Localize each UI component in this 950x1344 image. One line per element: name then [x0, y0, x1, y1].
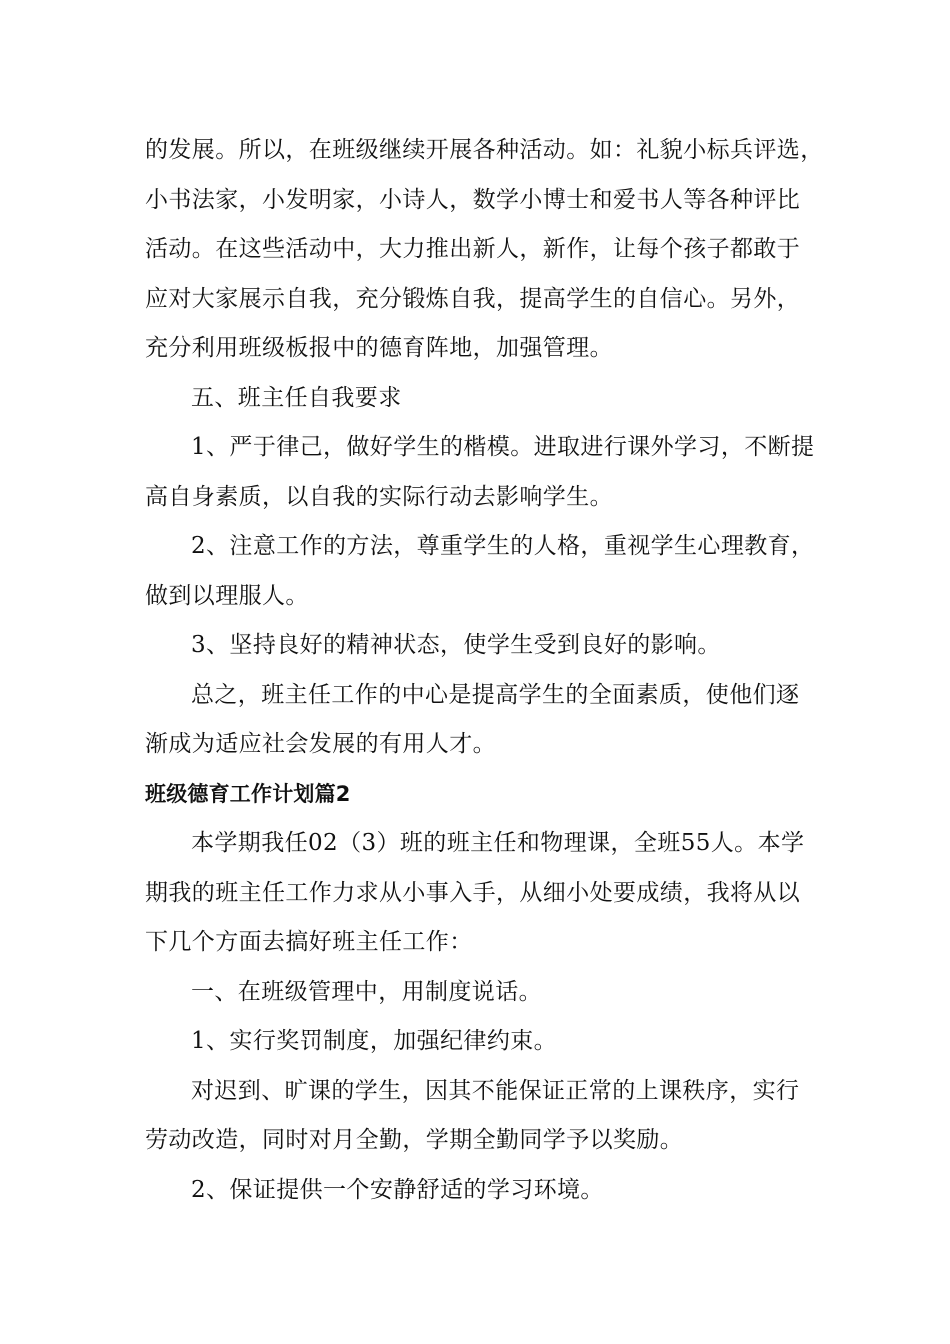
- paragraph-line: 3、坚持良好的精神状态，使学生受到良好的影响。: [191, 632, 721, 658]
- paragraph-line: 对迟到、旷课的学生，因其不能保证正常的上课秩序，实行: [191, 1077, 800, 1104]
- paragraph-line: 活动。在这些活动中，大力推出新人，新作，让每个孩子都敢于: [145, 236, 801, 262]
- paragraph-line: 2、保证提供一个安静舒适的学习环境。: [191, 1176, 604, 1203]
- article-heading: 班级德育工作计划篇2: [145, 781, 351, 806]
- paragraph-line: 总之，班主任工作的中心是提高学生的全面素质，使他们逐: [191, 681, 800, 708]
- paragraph-line: 渐成为适应社会发展的有用人才。: [145, 731, 496, 757]
- paragraph-line: 的发展。所以，在班级继续开展各种活动。如：礼貌小标兵评选，: [145, 137, 824, 163]
- paragraph-line: 劳动改造，同时对月全勤，学期全勤同学予以奖励。: [145, 1127, 684, 1153]
- paragraph-line: 高自身素质，以自我的实际行动去影响学生。: [145, 483, 613, 510]
- document-body: [145, 126, 824, 1215]
- paragraph-line: 本学期我任02（3）班的班主任和物理课，全班55人。本学: [191, 830, 805, 856]
- paragraph-line: 期我的班主任工作力求从小事入手，从细小处要成绩，我将从以: [145, 879, 801, 906]
- paragraph-line: 1、严于律己，做好学生的楷模。进取进行课外学习，不断提: [191, 434, 815, 460]
- paragraph-line: 1、实行奖罚制度，加强纪律约束。: [191, 1028, 558, 1054]
- paragraph-line: 2、注意工作的方法，尊重学生的人格，重视学生心理教育，: [191, 533, 815, 559]
- paragraph-line: 小书法家，小发明家，小诗人，数学小博士和爱书人等各种评比: [145, 186, 801, 213]
- section-title: 一、在班级管理中，用制度说话。: [191, 978, 542, 1005]
- section-title: 五、班主任自我要求: [191, 384, 402, 411]
- paragraph-line: 下几个方面去搞好班主任工作：: [145, 929, 473, 955]
- paragraph-line: 做到以理服人。: [145, 582, 309, 609]
- paragraph-line: 应对大家展示自我，充分锻炼自我，提高学生的自信心。另外，: [145, 285, 801, 312]
- paragraph-line: 充分利用班级板报中的德育阵地，加强管理。: [145, 335, 613, 361]
